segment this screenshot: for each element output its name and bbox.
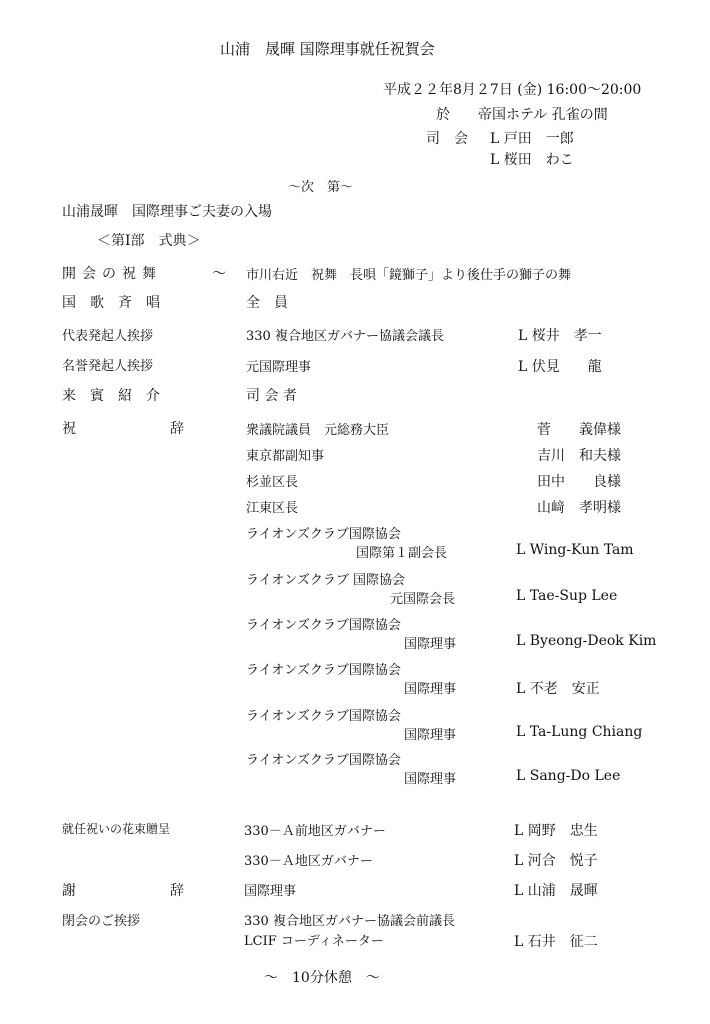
- congrats-title: 江東区長: [246, 501, 299, 516]
- promoter-rep-name: L 桜井 孝一: [518, 328, 602, 344]
- anthem-label: 国歌斉唱: [62, 295, 174, 311]
- congrats-name: 田中 良様: [537, 474, 621, 490]
- congrats-title: 東京都副知事: [246, 449, 325, 464]
- entrance: 山浦晟暉 国際理事ご夫妻の入場: [62, 204, 272, 220]
- flowers-title: 330－Ａ地区ガバナー: [244, 854, 373, 869]
- opening-dance-text: 市川右近 祝舞 長唄「鏡獅子」より後仕手の獅子の舞: [246, 268, 572, 283]
- congrats-title: 杉並区長: [246, 475, 299, 490]
- tilde: ～: [212, 266, 226, 282]
- opening-dance-label: 開会の祝舞: [62, 266, 162, 282]
- congrats-name: 菅 義偉様: [537, 422, 621, 438]
- lions-org: ライオンズクラブ国際協会: [246, 663, 401, 678]
- congrats-name: 山﨑 孝明様: [537, 500, 621, 516]
- mc-label: 司 会: [426, 131, 468, 147]
- closing-label: 閉会のご挨拶: [62, 914, 141, 929]
- flowers-name: L 岡野 忠生: [514, 823, 598, 839]
- congrats-name: 吉川 和夫様: [537, 448, 621, 464]
- break-note: ～ 10分休憩 ～: [264, 970, 380, 986]
- closing-name: L 石井 征二: [514, 934, 598, 950]
- lions-role: 国際理事: [404, 772, 457, 787]
- guests-label: 来賓紹介: [62, 388, 174, 404]
- closing-title-1: 330 複合地区ガバナー協議会前議長: [244, 914, 455, 929]
- document-title: 山浦 晟暉 国際理事就任祝賀会: [220, 40, 435, 58]
- thanks-title: 国際理事: [244, 884, 297, 899]
- guests-text: 司 会 者: [246, 388, 297, 404]
- congrats-label: 祝 辞: [62, 421, 224, 437]
- lions-org: ライオンズクラブ国際協会: [246, 709, 401, 724]
- mc-2: L 桜田 わこ: [490, 152, 574, 168]
- congrats-title: 衆議院議員 元総務大臣: [246, 423, 390, 438]
- flowers-label: 就任祝いの花束贈呈: [62, 822, 171, 836]
- flowers-name: L 河合 悦子: [514, 853, 598, 869]
- promoter-hon-name: L 伏見 龍: [518, 359, 602, 375]
- lions-role: 国際第１副会長: [356, 546, 448, 561]
- closing-title-2: LCIF コーディネーター: [244, 934, 384, 949]
- lions-name: L Sang-Do Lee: [516, 768, 621, 784]
- lions-name: L 不老 安正: [516, 681, 600, 697]
- anthem-text: 全 員: [246, 295, 288, 311]
- part1-heading: ＜第Ⅰ部 式典＞: [97, 233, 201, 249]
- flowers-title: 330－Ａ前地区ガバナー: [244, 824, 386, 839]
- lions-org: ライオンズクラブ国際協会: [246, 527, 401, 542]
- lions-name: L Byeong-Deok Kim: [516, 633, 657, 649]
- order-heading: ～次 第～: [288, 180, 354, 195]
- venue-label: 於: [436, 107, 450, 123]
- lions-role: 国際理事: [404, 728, 457, 743]
- venue: 帝国ホテル 孔雀の間: [478, 107, 608, 123]
- lions-name: L Tae-Sup Lee: [516, 588, 618, 604]
- lions-role: 国際理事: [404, 637, 457, 652]
- promoter-rep-label: 代表発起人挨拶: [62, 329, 154, 344]
- lions-name: L Ta-Lung Chiang: [516, 724, 643, 740]
- lions-org: ライオンズクラブ国際協会: [246, 753, 401, 768]
- promoter-hon-title: 元国際理事: [246, 360, 312, 375]
- thanks-label: 謝 辞: [62, 883, 224, 899]
- lions-role: 元国際会長: [390, 592, 456, 607]
- promoter-hon-label: 名誉発起人挨拶: [62, 359, 154, 374]
- lions-name: L Wing-Kun Tam: [516, 542, 634, 558]
- lions-role: 国際理事: [404, 682, 457, 697]
- lions-org: ライオンズクラブ 国際協会: [246, 573, 405, 588]
- lions-org: ライオンズクラブ国際協会: [246, 618, 401, 633]
- date-line: 平成２２年8月２7日 (金) 16:00～20:00: [383, 82, 642, 98]
- thanks-name: L 山浦 晟暉: [514, 883, 598, 899]
- mc-1: L 戸田 一郎: [490, 131, 574, 147]
- promoter-rep-title: 330 複合地区ガバナー協議会議長: [246, 329, 444, 344]
